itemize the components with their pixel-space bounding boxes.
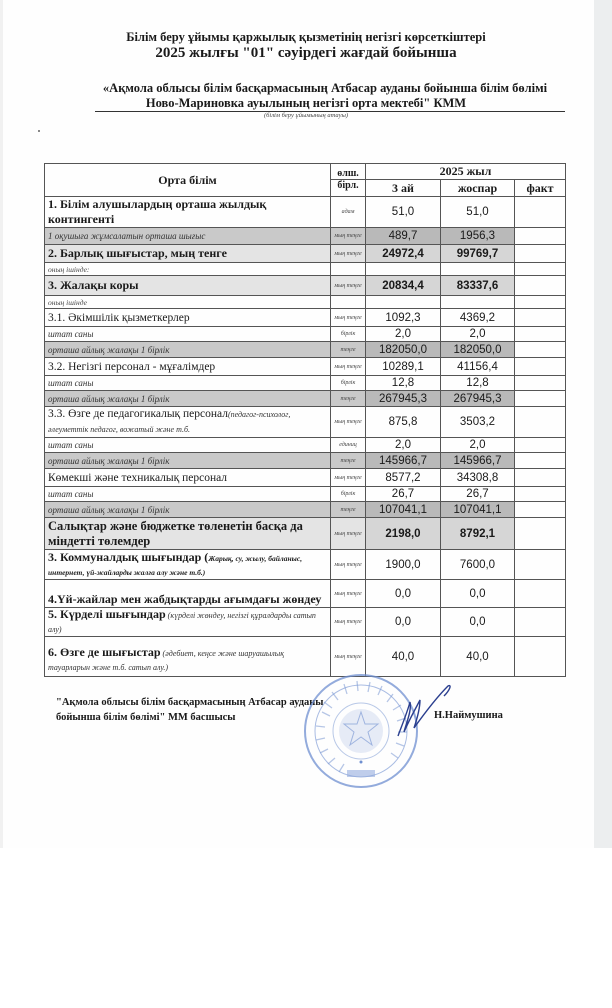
- row-label-note: (күрделі жөндеу, негізгі құралдарды сатып алу): [48, 611, 316, 634]
- row-fact: [515, 263, 566, 276]
- row-unit: мың теңге: [331, 245, 366, 263]
- row-label: 4.Үй-жайлар мен жабдықтарды ағымдағы жөндеу: [45, 580, 331, 608]
- table-row: [45, 327, 566, 342]
- header-plan: жоспар: [441, 180, 515, 197]
- table-row: [45, 502, 566, 518]
- row-label: 3.2. Негізгі персонал - мұғалімдер: [45, 358, 331, 376]
- row-fact: [515, 487, 566, 502]
- table-row: [45, 245, 566, 263]
- row-fact: [515, 550, 566, 580]
- row-unit: теңге: [331, 502, 366, 518]
- row-unit: мың теңге: [331, 276, 366, 296]
- header-unit-line1: өлш.: [331, 164, 366, 180]
- row-unit: мың теңге: [331, 608, 366, 637]
- row-fact: [515, 391, 566, 407]
- header-unit-line2: бірл.: [331, 180, 366, 197]
- table-row: [45, 228, 566, 245]
- row-plan: 26,7: [441, 487, 515, 502]
- row-fact: [515, 228, 566, 245]
- header-education-level: Орта білім: [45, 164, 331, 197]
- row-3-months: 26,7: [366, 487, 441, 502]
- row-label: [45, 550, 331, 580]
- row-label: [45, 608, 331, 637]
- row-plan: 12,8: [441, 376, 515, 391]
- row-label-note: (әдебиет, кеңсе және шаруашылық тауарларын және т.б. сатып алу.): [48, 649, 284, 672]
- row-plan: 41156,4: [441, 358, 515, 376]
- row-3-months: 51,0: [366, 197, 441, 228]
- table-row: [45, 263, 566, 276]
- table-row: [45, 580, 566, 608]
- table-row: [45, 276, 566, 296]
- row-unit: [331, 263, 366, 276]
- row-fact: [515, 407, 566, 438]
- row-label: орташа айлық жалақы 1 бірлік: [45, 453, 331, 469]
- report-title: Білім беру ұйымы қаржылық қызметінің негізгі көрсеткіштері: [126, 30, 486, 44]
- table-row: [45, 376, 566, 391]
- row-label: оның ішінде:: [45, 263, 331, 276]
- row-3-months: 875,8: [366, 407, 441, 438]
- row-3-months: 20834,4: [366, 276, 441, 296]
- row-fact: [515, 518, 566, 550]
- organization-name-line2: Ново-Мариновка ауылының негізгі орта мектебі" КММ: [145, 96, 467, 110]
- row-3-months: 40,0: [366, 637, 441, 677]
- row-fact: [515, 327, 566, 342]
- table-row: [45, 608, 566, 637]
- table-row: [45, 550, 566, 580]
- header-fact: факт: [515, 180, 566, 197]
- row-label-note: Жарық, су, жылу, байланыс, интернет, үй-жайларды жалға алу және т.б.): [48, 553, 303, 577]
- row-label: 3.1. Әкімшілік қызметкерлер: [45, 309, 331, 327]
- row-fact: [515, 453, 566, 469]
- row-fact: [515, 245, 566, 263]
- row-label-note: (педагог-психолог, әлеуметтік педагог, вожатый және т.б.: [48, 410, 291, 434]
- row-3-months: [366, 263, 441, 276]
- row-unit: [331, 296, 366, 309]
- row-label: орташа айлық жалақы 1 бірлік: [45, 502, 331, 518]
- row-fact: [515, 276, 566, 296]
- row-3-months: 8577,2: [366, 469, 441, 487]
- row-unit: теңге: [331, 342, 366, 358]
- row-plan: 4369,2: [441, 309, 515, 327]
- row-3-months: 12,8: [366, 376, 441, 391]
- row-label: 1. Білім алушылардың орташа жылдық контингенті: [45, 197, 331, 228]
- header-year: 2025 жыл: [366, 164, 566, 180]
- row-fact: [515, 197, 566, 228]
- signer-organization: [56, 695, 324, 725]
- row-fact: [515, 376, 566, 391]
- organization-name-line1: «Ақмола облысы білім басқармасының Атбасар ауданы бойынша білім бөлімі: [102, 81, 548, 95]
- row-plan: 34308,8: [441, 469, 515, 487]
- row-label: штат саны: [45, 327, 331, 342]
- row-fact: [515, 438, 566, 453]
- row-plan: [441, 263, 515, 276]
- row-label: [45, 637, 331, 677]
- row-unit: мың теңге: [331, 309, 366, 327]
- signer-org-line1: "Ақмола облысы білім басқармасының Атбасар ауданы: [56, 697, 324, 708]
- row-label: орташа айлық жалақы 1 бірлік: [45, 391, 331, 407]
- table-row: [45, 438, 566, 453]
- row-fact: [515, 342, 566, 358]
- row-label: штат саны: [45, 438, 331, 453]
- row-label-main: 5. Күрделі шығындар: [48, 607, 166, 621]
- row-unit: мың теңге: [331, 469, 366, 487]
- row-3-months: 1092,3: [366, 309, 441, 327]
- row-plan: 99769,7: [441, 245, 515, 263]
- row-fact: [515, 358, 566, 376]
- row-unit: мың теңге: [331, 358, 366, 376]
- row-plan: 51,0: [441, 197, 515, 228]
- page-left-edge: [0, 0, 3, 848]
- row-3-months: 489,7: [366, 228, 441, 245]
- row-unit: бірлік: [331, 376, 366, 391]
- row-plan: 0,0: [441, 608, 515, 637]
- row-unit: мың теңге: [331, 550, 366, 580]
- row-label: 2. Барлық шығыстар, мың тенге: [45, 245, 331, 263]
- row-label: 1 оқушыға жұмсалатын орташа шығыс: [45, 228, 331, 245]
- row-plan: 40,0: [441, 637, 515, 677]
- signer-name: Н.Наймушина: [434, 710, 503, 721]
- organization-caption: (білім беру ұйымының атауы): [263, 112, 349, 119]
- row-plan: 107041,1: [441, 502, 515, 518]
- table-row: [45, 453, 566, 469]
- row-plan: 3503,2: [441, 407, 515, 438]
- row-fact: [515, 309, 566, 327]
- row-3-months: 10289,1: [366, 358, 441, 376]
- row-label-main: 6. Өзге де шығыстар: [48, 645, 161, 659]
- row-plan: 0,0: [441, 580, 515, 608]
- row-plan: 182050,0: [441, 342, 515, 358]
- row-3-months: 145966,7: [366, 453, 441, 469]
- row-3-months: 1900,0: [366, 550, 441, 580]
- table-row: [45, 487, 566, 502]
- row-plan: 267945,3: [441, 391, 515, 407]
- table-row: [45, 309, 566, 327]
- table-row: [45, 342, 566, 358]
- table-row: [45, 296, 566, 309]
- row-plan: 2,0: [441, 438, 515, 453]
- row-label-main: 3.3. Өзге де педагогикалық персонал: [48, 408, 228, 420]
- table-row: [45, 407, 566, 438]
- row-label: оның ішінде: [45, 296, 331, 309]
- row-label: [45, 407, 331, 438]
- row-unit: мың теңге: [331, 407, 366, 438]
- row-unit: единиц: [331, 438, 366, 453]
- row-unit: мың теңге: [331, 518, 366, 550]
- row-3-months: 0,0: [366, 580, 441, 608]
- row-3-months: 107041,1: [366, 502, 441, 518]
- row-fact: [515, 580, 566, 608]
- row-unit: мың теңге: [331, 637, 366, 677]
- page-right-edge: [594, 0, 612, 848]
- row-3-months: 0,0: [366, 608, 441, 637]
- table-row: [45, 358, 566, 376]
- table-row: [45, 197, 566, 228]
- row-label: 3. Жалақы коры: [45, 276, 331, 296]
- row-label: Салықтар және бюджетке төленетін басқа да міндетті төлемдер: [45, 518, 331, 550]
- row-fact: [515, 637, 566, 677]
- row-label: штат саны: [45, 487, 331, 502]
- row-plan: 83337,6: [441, 276, 515, 296]
- row-unit: мың теңге: [331, 228, 366, 245]
- table-row: [45, 391, 566, 407]
- row-label: орташа айлық жалақы 1 бірлік: [45, 342, 331, 358]
- row-plan: 8792,1: [441, 518, 515, 550]
- row-3-months: 24972,4: [366, 245, 441, 263]
- row-3-months: [366, 296, 441, 309]
- table-row: [45, 637, 566, 677]
- row-plan: 145966,7: [441, 453, 515, 469]
- row-plan: 7600,0: [441, 550, 515, 580]
- row-plan: 2,0: [441, 327, 515, 342]
- table-row: [45, 469, 566, 487]
- row-3-months: 182050,0: [366, 342, 441, 358]
- row-3-months: 267945,3: [366, 391, 441, 407]
- row-fact: [515, 502, 566, 518]
- row-unit: мың теңге: [331, 580, 366, 608]
- row-3-months: 2198,0: [366, 518, 441, 550]
- row-unit: адам: [331, 197, 366, 228]
- financial-indicators-table: [44, 163, 566, 677]
- signer-org-line2: бойынша білім бөлімі" ММ басшысы: [56, 712, 236, 723]
- row-label-main: 3. Коммуналдық шығындар (: [48, 549, 209, 564]
- row-fact: [515, 469, 566, 487]
- row-unit: теңге: [331, 391, 366, 407]
- row-unit: бірлік: [331, 327, 366, 342]
- row-fact: [515, 608, 566, 637]
- scan-speck: [38, 130, 40, 132]
- row-label: Көмекші және техникалық персонал: [45, 469, 331, 487]
- header-3-months: 3 ай: [366, 180, 441, 197]
- row-fact: [515, 296, 566, 309]
- row-3-months: 2,0: [366, 327, 441, 342]
- row-label: штат саны: [45, 376, 331, 391]
- row-unit: бірлік: [331, 487, 366, 502]
- report-date: 2025 жылғы "01" сәуірдегі жағдай бойынша: [155, 45, 457, 61]
- table-row: [45, 518, 566, 550]
- row-plan: [441, 296, 515, 309]
- row-3-months: 2,0: [366, 438, 441, 453]
- row-plan: 1956,3: [441, 228, 515, 245]
- row-unit: теңге: [331, 453, 366, 469]
